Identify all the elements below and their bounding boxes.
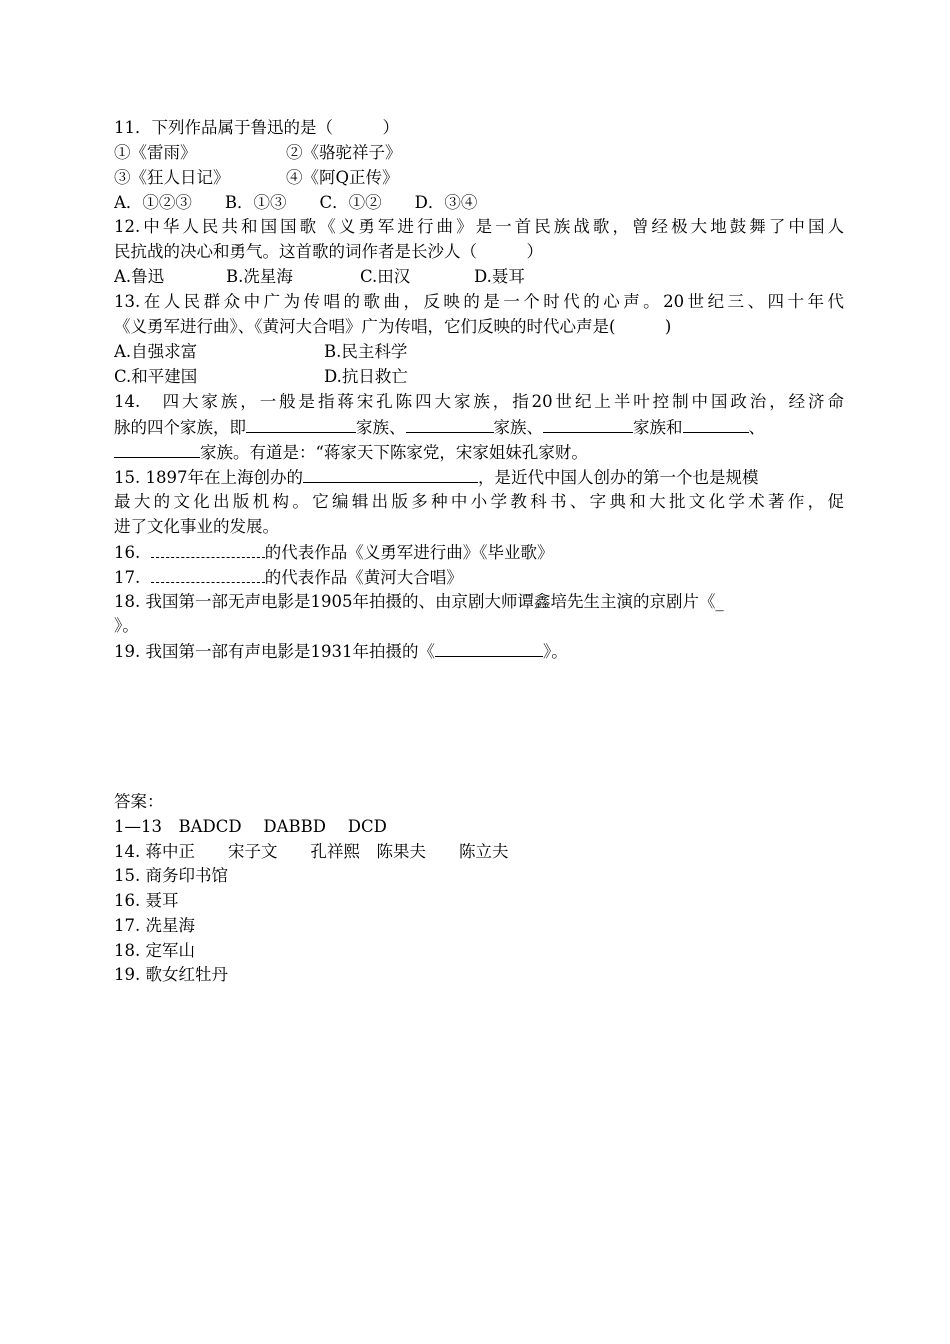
- q14-line2-text-a: 脉的四个家族，即: [114, 418, 246, 437]
- q18-line2: 》。: [114, 616, 139, 635]
- q13-choice-c: C.和平建国: [114, 367, 198, 386]
- q15-line2: 最大的文化出版机构。它编辑出版多种中小学教科书、字典和大批文化学术著作，促: [114, 492, 844, 511]
- q14-line2-text-d: 家族和: [633, 418, 683, 437]
- q12-choice-d: D.聂耳: [474, 267, 525, 286]
- q14-line1: 14. 四大家族，一般是指蒋宋孔陈四大家族，指20世纪上半叶控制中国政治，经济命: [114, 392, 844, 411]
- answer-19: 19. 歌女红牡丹: [114, 965, 228, 984]
- answer-17: 17. 冼星海: [114, 916, 195, 935]
- q14-blank-3: [543, 415, 633, 433]
- q12-choices: [114, 265, 844, 289]
- q13-choice-a: A.自强求富: [114, 342, 198, 361]
- q19-text-b: 》。: [542, 642, 568, 661]
- q11-choices: A．①②③ B．①③ C．①② D．③④: [114, 193, 478, 212]
- q17-blank: [151, 565, 265, 583]
- q13-line1: 13.在人民群众中广为传唱的歌曲，反映的是一个时代的心声。20世纪三、四十年代: [114, 292, 844, 311]
- answers-title: 答案：: [114, 792, 164, 811]
- q13-line2: 《义勇军进行曲》、《黄河大合唱》广为传唱，它们反映的时代心声是( ): [114, 317, 672, 336]
- q15-blank: [303, 465, 478, 483]
- q16-blank: [151, 540, 265, 558]
- q14-line2-text-b: 家族、: [356, 418, 406, 437]
- q12-choice-c: C.田汉: [360, 267, 411, 286]
- q17-number: 17.: [114, 568, 141, 587]
- q13-choice-b: B.民主科学: [324, 342, 408, 361]
- q18-line1: 18. 我国第一部无声电影是1905年拍摄的、由京剧大师谭鑫培先生主演的京剧片《_: [114, 592, 724, 611]
- q14-line2-text-e: 、: [748, 418, 765, 437]
- q11-stem: 11．下列作品属于鲁迅的是（ ）: [114, 118, 399, 137]
- q14-blank-4: [683, 415, 749, 433]
- q14-line2-text-c: 家族、: [493, 418, 543, 437]
- q14-line3: [114, 440, 844, 464]
- q14-blank-1: [246, 415, 356, 433]
- q14-blank-2: [406, 415, 494, 433]
- q15-line1-text-a: 15. 1897年在上海创办的: [114, 468, 303, 487]
- q14-line3-text: 家族。有道是：“蒋家天下陈家党，宋家姐妹孔家财。: [200, 443, 588, 462]
- q15-line1-text-b: ，是近代中国人创办的第一个也是规模: [477, 468, 759, 487]
- q11-options-row1: [114, 141, 844, 165]
- q16-number: 16.: [114, 543, 141, 562]
- q14-line2: [114, 415, 844, 439]
- q17-text: 的代表作品《黄河大合唱》: [264, 568, 463, 587]
- answer-16: 16. 聂耳: [114, 891, 179, 910]
- q12-line1: 12.中华人民共和国国歌《义勇军进行曲》是一首民族战歌，曾经极大地鼓舞了中国人: [114, 217, 844, 236]
- q13-choices-row1: [114, 340, 844, 364]
- answer-18: 18. 定军山: [114, 941, 195, 960]
- q14-blank-5: [114, 440, 200, 458]
- answer-14: 14. 蒋中正 宋子文 孔祥熙 陈果夫 陈立夫: [114, 842, 509, 861]
- q12-choice-a: A.鲁迅: [114, 267, 165, 286]
- q16-text: 的代表作品《义勇军进行曲》《毕业歌》: [264, 543, 554, 562]
- q11-option-2: ②《骆驼祥子》: [286, 143, 402, 162]
- q19-blank: [435, 639, 543, 657]
- q13-choices-row2: [114, 365, 844, 389]
- answer-15: 15. 商务印书馆: [114, 866, 228, 885]
- q11-option-3: ③《狂人日记》: [114, 168, 230, 187]
- q19-text-a: 19. 我国第一部有声电影是1931年拍摄的《: [114, 642, 435, 661]
- q13-choice-d: D.抗日救亡: [324, 367, 408, 386]
- q12-line2: 民抗战的决心和勇气。这首歌的词作者是长沙人（ ）: [114, 242, 543, 261]
- q11-option-4: ④《阿Q正传》: [286, 168, 399, 187]
- q19-line: [114, 639, 844, 663]
- q15-line3: 进了文化事业的发展。: [114, 517, 279, 536]
- q17-line: [114, 565, 844, 589]
- answers-1-13: 1—13 BADCD DABBD DCD: [114, 817, 387, 836]
- q15-line1: [114, 465, 844, 489]
- q12-choice-b: B.冼星海: [226, 267, 293, 286]
- q11-options-row2: [114, 166, 844, 190]
- q16-line: [114, 540, 844, 564]
- q11-option-1: ①《雷雨》: [114, 143, 197, 162]
